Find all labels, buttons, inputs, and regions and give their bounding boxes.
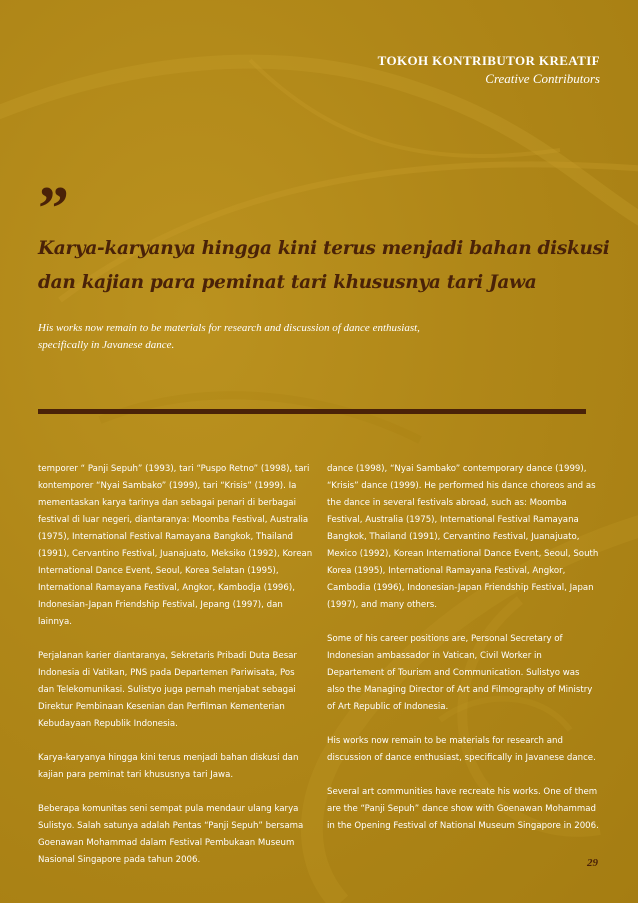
right-column bbox=[327, 461, 599, 852]
paragraph: temporer “ Panji Sepuh” (1993), tari “Puspo Retno” (1998), tari kontemporer “Nyai Sambako” (1999), tari “Krisis” (1999). Ia mementaskan karya tarinya dan sebagai penari di berbagai festival di luar negeri, diantaranya: Moomba Festival, Australia (1975), International Festival Ramayana Bangkok, Thailand (1991), Cervantino Festival, Juanajuato, Meksiko (1992), Korean International Dance Event, Seoul, Korea Selatan (1995), International Ramayana Festival, Angkor, Kambodja (1996), Indonesian-Japan Friendship Festival, Jepang (1997), dan lainnya. bbox=[38, 464, 313, 627]
divider bbox=[38, 409, 586, 414]
paragraph: His works now remain to be materials for research and discussion of dance enthusiast, specifically in Javanese dance. bbox=[327, 736, 596, 763]
pull-quote: Karya-karyanya hingga kini terus menjadi bahan diskusi dan kajian para peminat tari khususnya tari Jawa bbox=[38, 238, 610, 293]
section-subtitle: Creative Contributors bbox=[485, 71, 600, 86]
paragraph: Several art communities have recreate his works. One of them are the “Panji Sepuh” dance show with Goenawan Mohammad in the Opening Festival of National Museum Singapore in 2006. bbox=[327, 787, 599, 831]
page-number: 29 bbox=[587, 857, 598, 869]
pull-quote-translation: His works now remain to be materials for research and discussion of dance enthusiast, specifically in Javanese dance. bbox=[38, 322, 420, 351]
quote-mark-icon: ” bbox=[38, 175, 69, 243]
left-column bbox=[38, 461, 313, 886]
section-title: TOKOH KONTRIBUTOR KREATIF bbox=[377, 53, 600, 68]
paragraph: Karya-karyanya hingga kini terus menjadi bahan diskusi dan kajian para peminat tari khususnya tari Jawa. bbox=[38, 753, 299, 780]
paragraph: Some of his career positions are, Personal Secretary of Indonesian ambassador in Vatican, Civil Worker in Departement of Tourism and Communication. Sulistyo was also the Managing Director of Art and Filmography of Ministry of Art Republic of Indonesia. bbox=[327, 634, 593, 712]
paragraph: dance (1998), “Nyai Sambako” contemporary dance (1999), “Krisis” dance (1999). He performed his dance choreos and as the dance in several festivals abroad, such as: Moomba Festival, Australia (1975), International Festival Ramayana Bangkok, Thailand (1991), Cervantino Festival, Juanajuato, Mexico (1992), Korean International Dance Event, Seoul, South Korea (1995), International Ramayana Festival, Angkor, Cambodia (1996), Indonesian-Japan Friendship Festival, Japan (1997), and many others. bbox=[327, 464, 599, 610]
paragraph: Beberapa komunitas seni sempat pula mendaur ulang karya Sulistyo. Salah satunya adalah Pentas “Panji Sepuh” bersama Goenawan Mohammad dalam Festival Pembukaan Museum Nasional Singapore pada tahun 2006. bbox=[38, 804, 304, 865]
paragraph: Perjalanan karier diantaranya, Sekretaris Pribadi Duta Besar Indonesia di Vatikan, PNS pada Departemen Pariwisata, Pos dan Telekomunikasi. Sulistyo juga pernah menjabat sebagai Direktur Pembinaan Kesenian dan Perfilman Kementerian Kebudayaan Republik Indonesia. bbox=[38, 651, 297, 729]
